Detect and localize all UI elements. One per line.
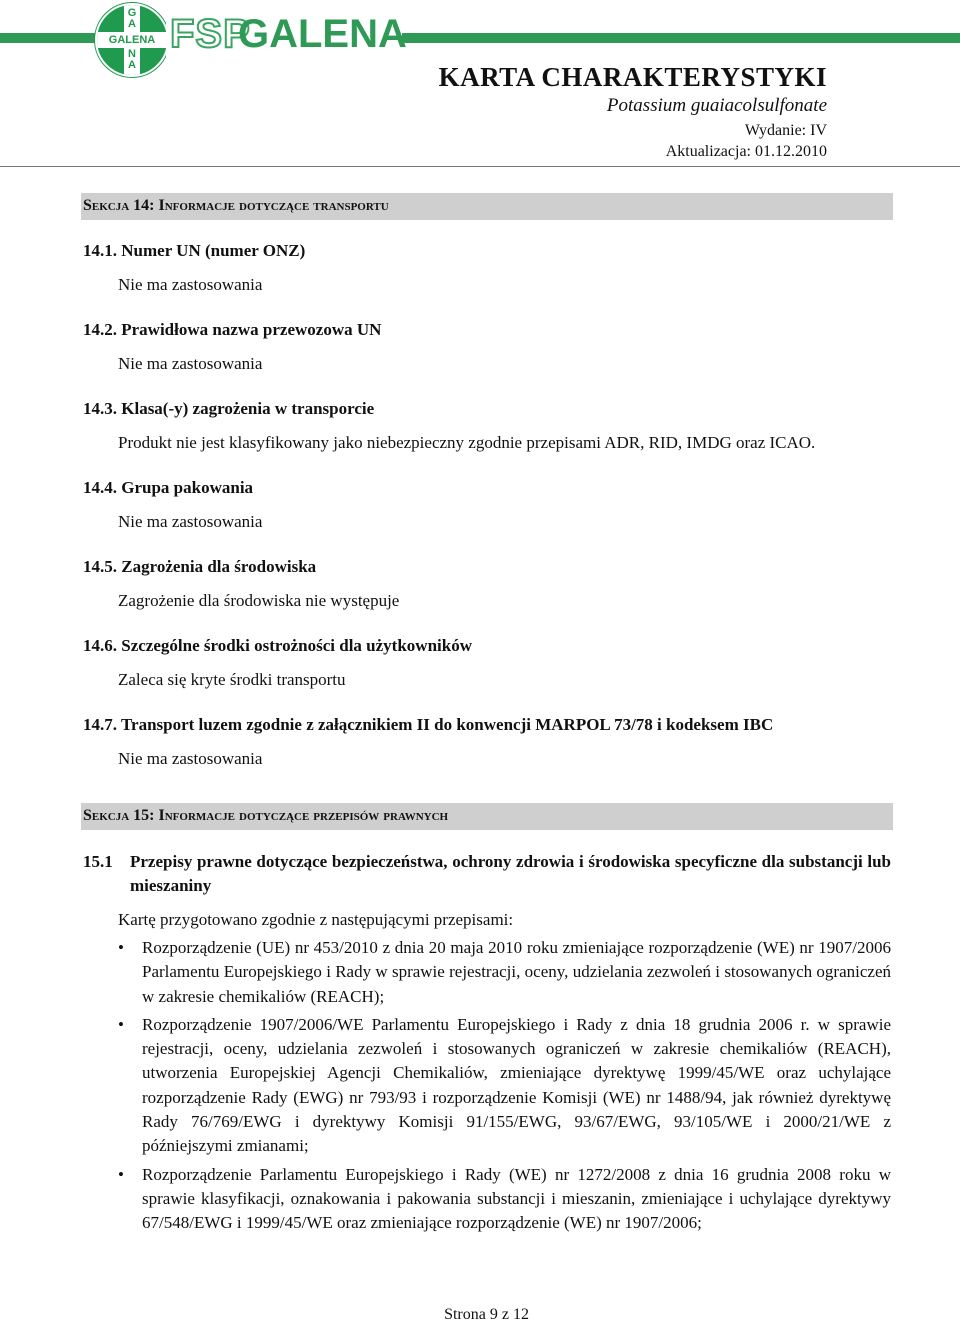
logo-letter: G <box>127 7 137 19</box>
item-14-7-heading: 14.7. Transport luzem zgodnie z załącznikiem II do konwencji MARPOL 73/78 i kodeksem IBC <box>83 715 774 734</box>
logo-word: GALENA <box>108 34 156 46</box>
item-14-5-text: Zagrożenie dla środowiska nie występuje <box>118 591 400 610</box>
item-14-4-text: Nie ma zastosowania <box>118 512 263 531</box>
item-14-2-text: Nie ma zastosowania <box>118 354 263 373</box>
item-14-4-heading: 14.4. Grupa pakowania <box>83 478 254 497</box>
item-14-6-text: Zaleca się kryte środki transportu <box>118 670 346 689</box>
item-14-3-heading: 14.3. Klasa(-y) zagrożenia w transporcie <box>83 399 375 418</box>
item-14-5-heading: 14.5. Zagrożenia dla środowiska <box>83 557 317 576</box>
list-item: • Rozporządzenie 1907/2006/WE Parlamentu Europejskiego i Rady z dnia 18 grudnia 2006 r. w sprawie rejestracji, oceny, udzielania zezwoleń i stosowanych ograniczeń w zakresie chemikaliów (REACH), utworzenia Europejskiej Agencji Chemikaliów, zmieniające dyrektywę 1999/45/WE oraz uchylające rozporządzenie Rady (EWG) nr 793/93 i rozporządzenie Komisji (WE) nr 1488/94, jak również dyrektywę Rady 76/769/EWG i dyrektywy Komisji 91/155/EWG, 93/67/EWG, 93/105/WE i 2000/21/WE z późniejszymi zmianami; <box>118 1013 891 1159</box>
galena-logo-icon <box>95 3 169 77</box>
logo-letter: A <box>128 59 136 71</box>
item-15-1-number: 15.1 <box>83 852 113 871</box>
list-item: • Rozporządzenie Parlamentu Europejskiego i Rady (WE) nr 1272/2008 z dnia 16 grudnia 2008 roku w sprawie klasyfikacji, oznakowania i pakowania substancji i mieszanin, zmieniające i uchylające dyrektywy 67/548/EWG i 1999/45/WE oraz zmieniające rozporządzenie (WE) nr 1907/2006; <box>118 1163 891 1236</box>
substance-name: Potassium guaiacolsulfonate <box>606 95 827 116</box>
item-15-1-title: Przepisy prawne dotyczące bezpieczeństwa, ochrony zdrowia i środowiska specyficzne dla substancji lub mieszaniny <box>130 852 891 895</box>
brand-galena: GALENA <box>238 12 407 56</box>
item-14-6-heading: 14.6. Szczególne środki ostrożności dla użytkowników <box>83 636 472 655</box>
item-14-3-text: Produkt nie jest klasyfikowany jako niebezpieczny zgodnie przepisami ADR, RID, IMDG oraz ICAO. <box>118 433 816 452</box>
item-14-1-text: Nie ma zastosowania <box>118 275 263 294</box>
regulations-intro: Kartę przygotowano zgodnie z następującymi przepisami: <box>118 910 514 929</box>
section-15-header <box>81 803 893 830</box>
update-date: Aktualizacja: 01.12.2010 <box>665 143 827 160</box>
item-14-1-heading: 14.1. Numer UN (numer ONZ) <box>83 241 306 260</box>
regulations-list <box>118 936 891 1240</box>
header-divider <box>0 166 960 167</box>
document-title: KARTA CHARAKTERYSTYKI <box>438 62 827 92</box>
section-14-title: Sekcja 14: Informacje dotyczące transportu <box>83 197 389 214</box>
list-item: • Rozporządzenie (UE) nr 453/2010 z dnia 20 maja 2010 roku zmieniające rozporządzenie (WE) nr 1907/2006 Parlamentu Europejskiego i Rady w sprawie rejestracji, oceny, udzielania zezwoleń i stosowanych ograniczeń w zakresie chemikaliów (REACH); <box>118 936 891 1009</box>
item-14-7-text: Nie ma zastosowania <box>118 749 263 768</box>
brand-fsp: FSP <box>170 12 251 56</box>
edition: Wydanie: IV <box>744 122 827 139</box>
section-14-header <box>81 193 893 220</box>
item-15-1-heading <box>83 850 891 898</box>
logo-letter: N <box>128 48 136 60</box>
page-number: Strona 9 z 12 <box>444 1306 529 1323</box>
item-14-2-heading: 14.2. Prawidłowa nazwa przewozowa UN <box>83 320 382 339</box>
logo-letter: A <box>128 18 136 30</box>
section-15-title: Sekcja 15: Informacje dotyczące przepisów prawnych <box>83 807 449 824</box>
